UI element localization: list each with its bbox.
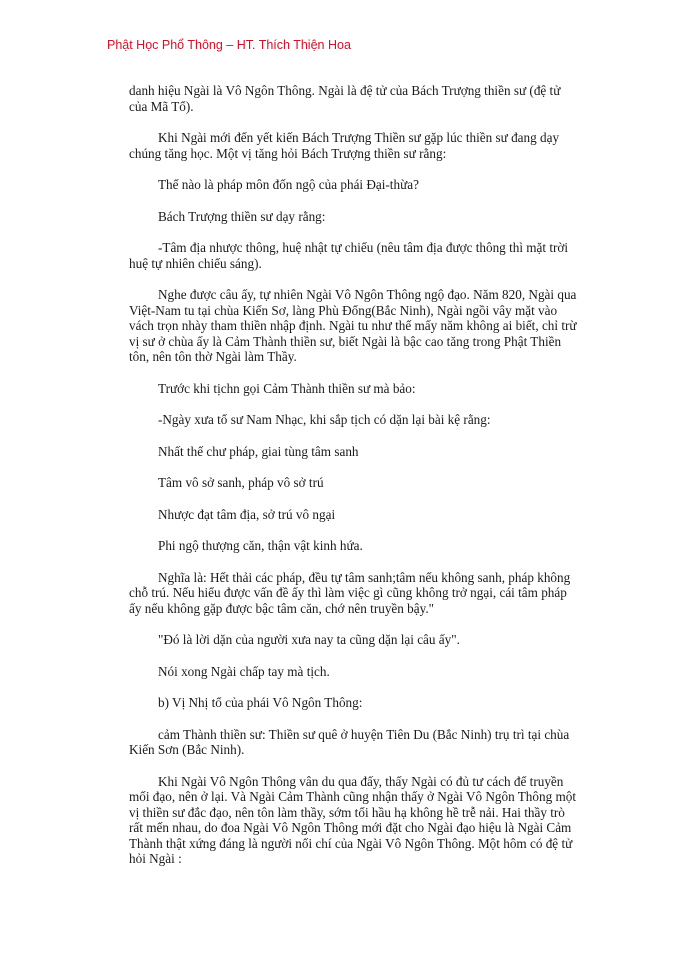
verse-line: Nhất thế chư pháp, giai tùng tâm sanh — [158, 443, 359, 459]
paragraph: Thế nào là pháp môn đốn ngộ của phái Đại-thừa? — [158, 177, 419, 192]
verse-line: Phi ngộ thượng căn, thận vật kinh hứa. — [158, 538, 363, 553]
paragraph: Khi Ngài Vô Ngôn Thông vân du qua đấy, thấy Ngài có đủ tư cách để truyền mối đạo, nên ở lại. Và Ngài Cảm Thành cũng nhận thấy ở Ngài Vô Ngôn Thông một vị thiền sư đắc đạo, nên tôn làm thầy, sớm tối hầu hạ không hề trễ nải. Hai thầy trò rất mến nhau, do đoa Ngài Vô Ngôn Thông mới đặt cho Ngài đạo hiệu là Ngài Cảm Thành thật xứng đáng là người nối chí của Ngài Vô Ngôn Thông. Một hôm có đệ tử hỏi Ngài : — [129, 773, 576, 866]
paragraph: -Ngày xưa tổ sư Nam Nhạc, khi sắp tịch có dặn lại bài kệ rằng: — [158, 412, 491, 427]
verse-line: Tâm vô sở sanh, pháp vô sở trú — [158, 475, 324, 490]
paragraph: Nghĩa là: Hết thải các pháp, đều tự tâm sanh;tâm nếu không sanh, pháp không chỗ trú. Nếu hiểu được vấn đề ấy thì làm việc gì cũng không trở ngại, cái tâm pháp ấy nếu không gặp được bậc tâm căn, chớ nên truyền bậy." — [129, 569, 571, 616]
paragraph: Trước khi tịchn gọi Cảm Thành thiền sư mà bảo: — [158, 380, 416, 396]
paragraph: Khi Ngài mới đến yết kiến Bách Trượng Thiền sư gặp lúc thiền sư đang dạy chúng tăng học. Một vị tăng hỏi Bách Trượng thiền sư rằng: — [129, 130, 560, 161]
page-header-title: Phật Học Phổ Thông – HT. Thích Thiện Hoa — [107, 38, 351, 52]
paragraph: Bách Trượng thiền sư dạy rằng: — [158, 208, 326, 224]
paragraph: Nghe được câu ấy, tự nhiên Ngài Vô Ngôn Thông ngộ đạo. Năm 820, Ngài qua Việt-Nam tu tại chùa Kiến Sơ, làng Phù Đổng(Bắc Ninh), Ngài ngồi vây mặt vào vách trọn nhày tham thiền nhập định. Ngài tu như thế mấy năm không ai biết, chỉ trừ vị sư ở chùa ấy là Cảm Thành thiền sư, biết Ngài là bậc cao tăng trong Phật Thiền tôn, nên tôn thờ Ngài làm Thầy. — [129, 287, 577, 364]
paragraph: cảm Thành thiền sư: Thiền sư quê ở huyện Tiên Du (Bắc Ninh) trụ trì tại chùa Kiến Sơn (Bắc Ninh). — [129, 726, 570, 757]
paragraph: -Tâm địa nhược thông, huệ nhật tự chiếu (nêu tâm địa được thông thì mặt trời huệ tự nhiên chiếu sáng). — [129, 240, 569, 271]
paragraph: danh hiệu Ngài là Vô Ngôn Thông. Ngài là đệ tử của Bách Trượng thiền sư (đệ tử của Mã Tổ). — [129, 83, 561, 114]
document-body — [129, 83, 579, 867]
verse-line: Nhược đạt tâm địa, sở trú vô ngại — [158, 506, 336, 522]
paragraph: Nói xong Ngài chấp tay mà tịch. — [158, 663, 330, 679]
paragraph: "Đó là lời dặn của người xưa nay ta cũng dặn lại câu ấy". — [158, 632, 460, 647]
section-heading: b) Vị Nhị tổ của phái Vô Ngôn Thông: — [158, 695, 363, 710]
